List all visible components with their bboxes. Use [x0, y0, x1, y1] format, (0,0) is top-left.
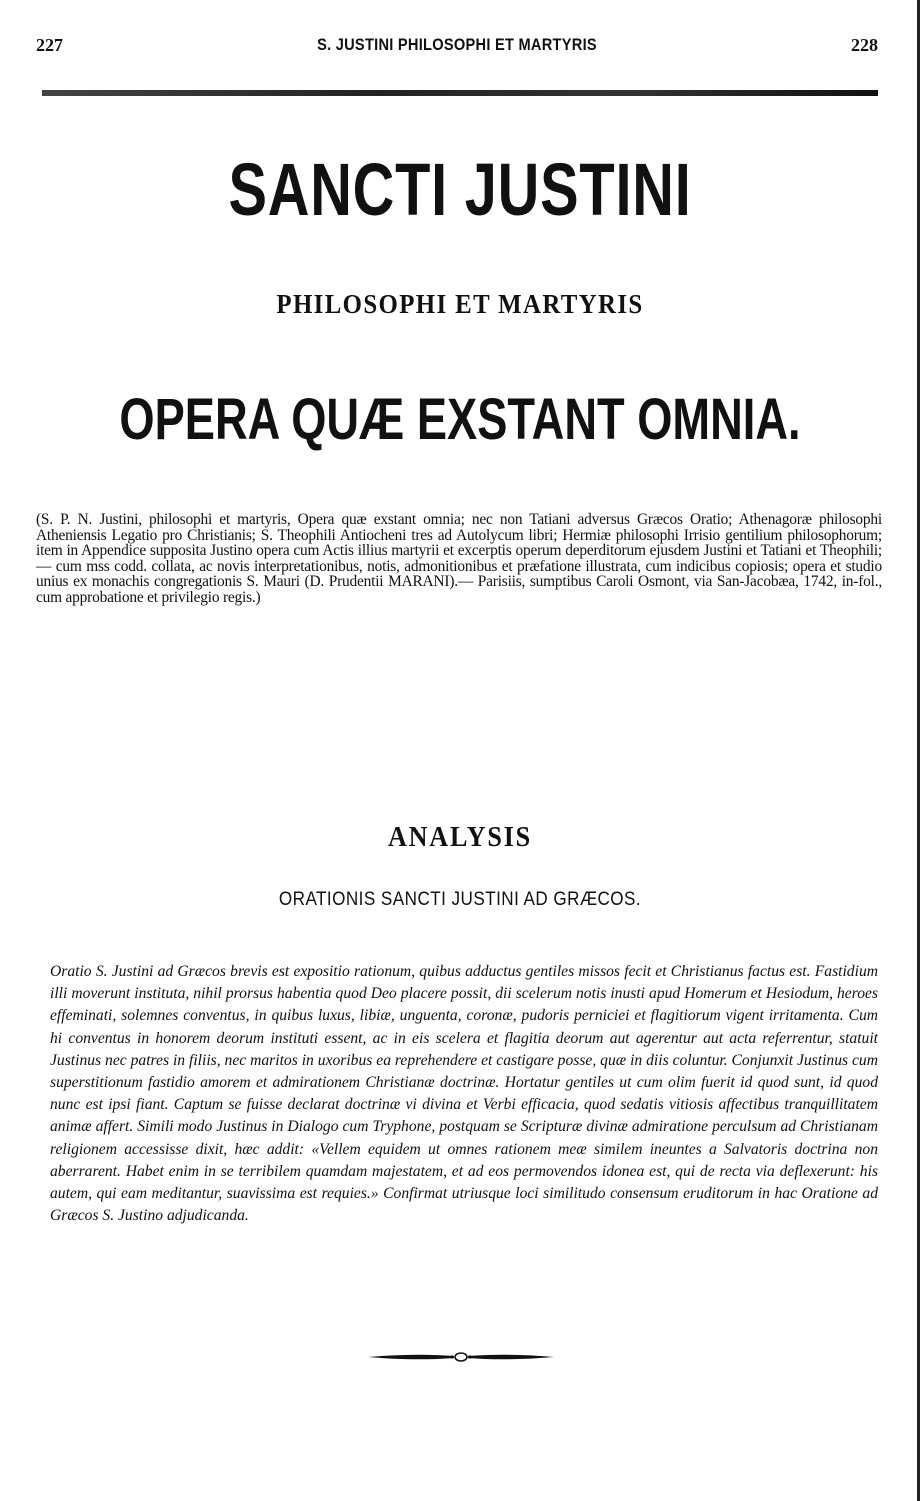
running-head [36, 35, 878, 59]
left-page-number: 227 [36, 35, 63, 55]
bibliographic-note: (S. P. N. Justini, philosophi et martyris, Opera quæ exstant omnia; nec non Tatiani adversus Græcos Oratio; Athenagoræ philosophi Atheniensis Legatio pro Christianis; S. Theophili Antiocheni tres ad Autolycum libri; Hermiæ philosophi Irrisio gentilium philosophorum; item in Appendice supposita Justino opera cum Actis illius martyrii et excerptis operum deperditorum ejusdem Justini et Tatiani et Theophili; — cum mss codd. collata, ac novis interpretationibus, notis, admonitionibus et præfatione illustrata, cum indicibus copiosis; opera et studio unius ex monachis congregationis S. Mauri (D. Prudentii MARANI).— Parisiis, sumptibus Caroli Osmont, via San-Jacobæa, 1742, in-fol., cum approbatione et privilegio regis.) [36, 511, 882, 606]
title-main: SANCTI JUSTINI [228, 148, 692, 231]
analysis-paragraph: Oratio S. Justini ad Græcos brevis est expositio rationum, quibus adductus gentiles missos fecit et Christianus factus est. Fastidium illi moverunt instituta, nihil prorsus habentia quod Deo placere possit, dii scelerum notis inusti apud Homerum et Hesiodum, heroes effeminati, solemnes conventus, in quibus luxus, libiæ, unguenta, coronæ, pudoris perniciei et flagitiorum vigent irritamenta. Cum hi conventus in honorem deorum instituti essent, ac in eis scelera et flagitia deorum aut agerentur aut acta referrentur, statuit Justinus nec patres in filiis, nec maritos in uxoribus ea reprehendere et castigare posse, quæ in diis coluntur. Conjunxit Justinus cum superstitionum fastidio amorem et admirationem Christianæ doctrinæ. Hortatur gentiles ut cum olim fuerit id quod sunt, id quod nunc est ipsi fiant. Captum se fuisse declarat doctrinæ vi divina et Verbi efficacia, quod sedatis vitiosis affectibus tranquillitatem animæ affert. Simili modo Justinus in Dialogo cum Tryphone, postquam se Scripturæ divinæ admiratione perculsum ad Christianam religionem accessisse dixit, hæc addit: «Vellem equidem ut omnes rationem meæ similem ineuntes a Salvatoris doctrina non aberrarent. Habet enim in se terribilem quamdam majestatem, et ad eos permovendos idonea est, qui de recta via deflexerunt: his autem, qui eam meditantur, suavissima est requies.» Confirmat utriusque loci similitudo consensum eruditorum in hac Oratione ad Græcos S. Justino adjudicanda. [50, 963, 878, 1225]
title-works: OPERA QUÆ EXSTANT OMNIA. [119, 387, 801, 452]
section-subtitle: ORATIONIS SANCTI JUSTINI AD GRÆCOS. [278, 889, 642, 910]
running-title: S. JUSTINI PHILOSOPHI ET MARTYRIS [317, 35, 597, 54]
fleuron-ornament [366, 1347, 556, 1367]
title-subtitle: PHILOSOPHI ET MARTYRIS [276, 289, 644, 319]
section-title: ANALYSIS [388, 821, 532, 853]
right-page-number: 228 [851, 35, 878, 55]
header-rule [42, 90, 878, 96]
